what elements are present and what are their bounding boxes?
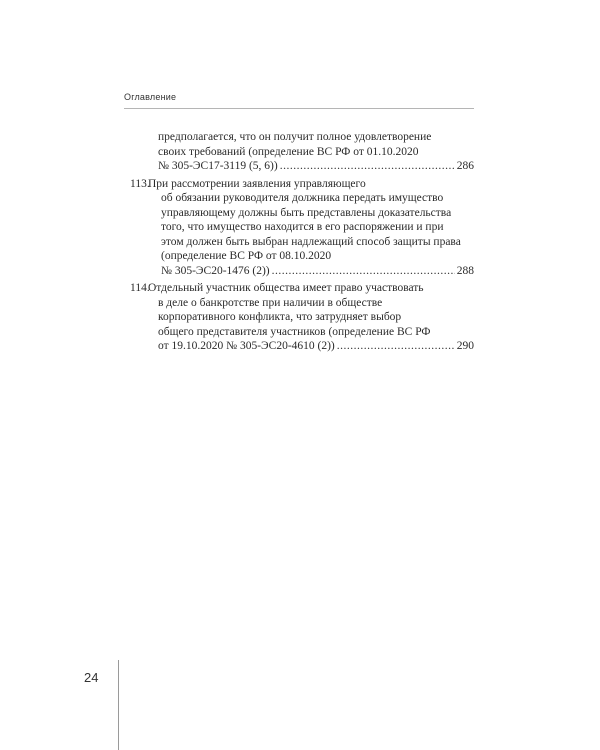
toc-entry-number: 114. bbox=[130, 282, 150, 294]
toc-page-ref: 288 bbox=[456, 264, 474, 277]
toc-entry-line: от 19.10.2020 № 305-ЭС20-4610 (2)) ..... 290 bbox=[148, 339, 474, 354]
toc-entry-line: 113. При рассмотрении заявления управляющего bbox=[130, 177, 366, 190]
toc-entry-line: (определение ВС РФ от 08.10.2020 bbox=[161, 250, 332, 262]
toc-entry-line: того, что имущество находится в его распоряжении и при bbox=[161, 221, 444, 233]
dot-leader bbox=[280, 159, 455, 174]
toc-entry-line: общего представителя участников (определение ВС РФ bbox=[158, 325, 431, 338]
dot-leader bbox=[272, 264, 455, 279]
toc-entry-continued[interactable] bbox=[148, 130, 474, 174]
table-of-contents bbox=[130, 130, 474, 357]
toc-page-ref: 286 bbox=[456, 160, 474, 172]
header-rule bbox=[124, 108, 474, 109]
running-head-title: Оглавление bbox=[124, 92, 177, 102]
dot-leader bbox=[337, 339, 455, 354]
margin-rule bbox=[118, 660, 119, 750]
toc-entry-line: корпоративного конфликта, что затрудняет выбор bbox=[158, 311, 402, 323]
toc-entry-line: об обязании руководителя должника передать имущество bbox=[161, 192, 444, 204]
toc-entry-number: 113. bbox=[130, 177, 150, 190]
page-number: 24 bbox=[84, 670, 99, 685]
toc-entry-line: управляющему должны быть представлены доказательства bbox=[161, 206, 452, 219]
toc-entry-line: этом должен быть выбран надлежащий способ защиты права bbox=[161, 235, 461, 248]
toc-entry-113[interactable] bbox=[130, 177, 474, 279]
toc-entry-line: 114. Отдельный участник общества имеет право участвовать bbox=[130, 282, 424, 294]
toc-entry-line: № 305-ЭС17-3119 (5, 6)) ..... 286 bbox=[148, 159, 474, 174]
toc-entry-114[interactable] bbox=[130, 281, 474, 354]
toc-page-ref: 290 bbox=[456, 340, 474, 352]
toc-entry-line: предполагается, что он получит полное удовлетворение bbox=[158, 131, 432, 143]
toc-entry-line: в деле о банкротстве при наличии в обществе bbox=[158, 296, 383, 309]
toc-entry-line: своих требований (определение ВС РФ от 01.10.2020 bbox=[158, 145, 419, 158]
toc-entry-line: № 305-ЭС20-1476 (2)) ..... 288 bbox=[148, 264, 474, 279]
